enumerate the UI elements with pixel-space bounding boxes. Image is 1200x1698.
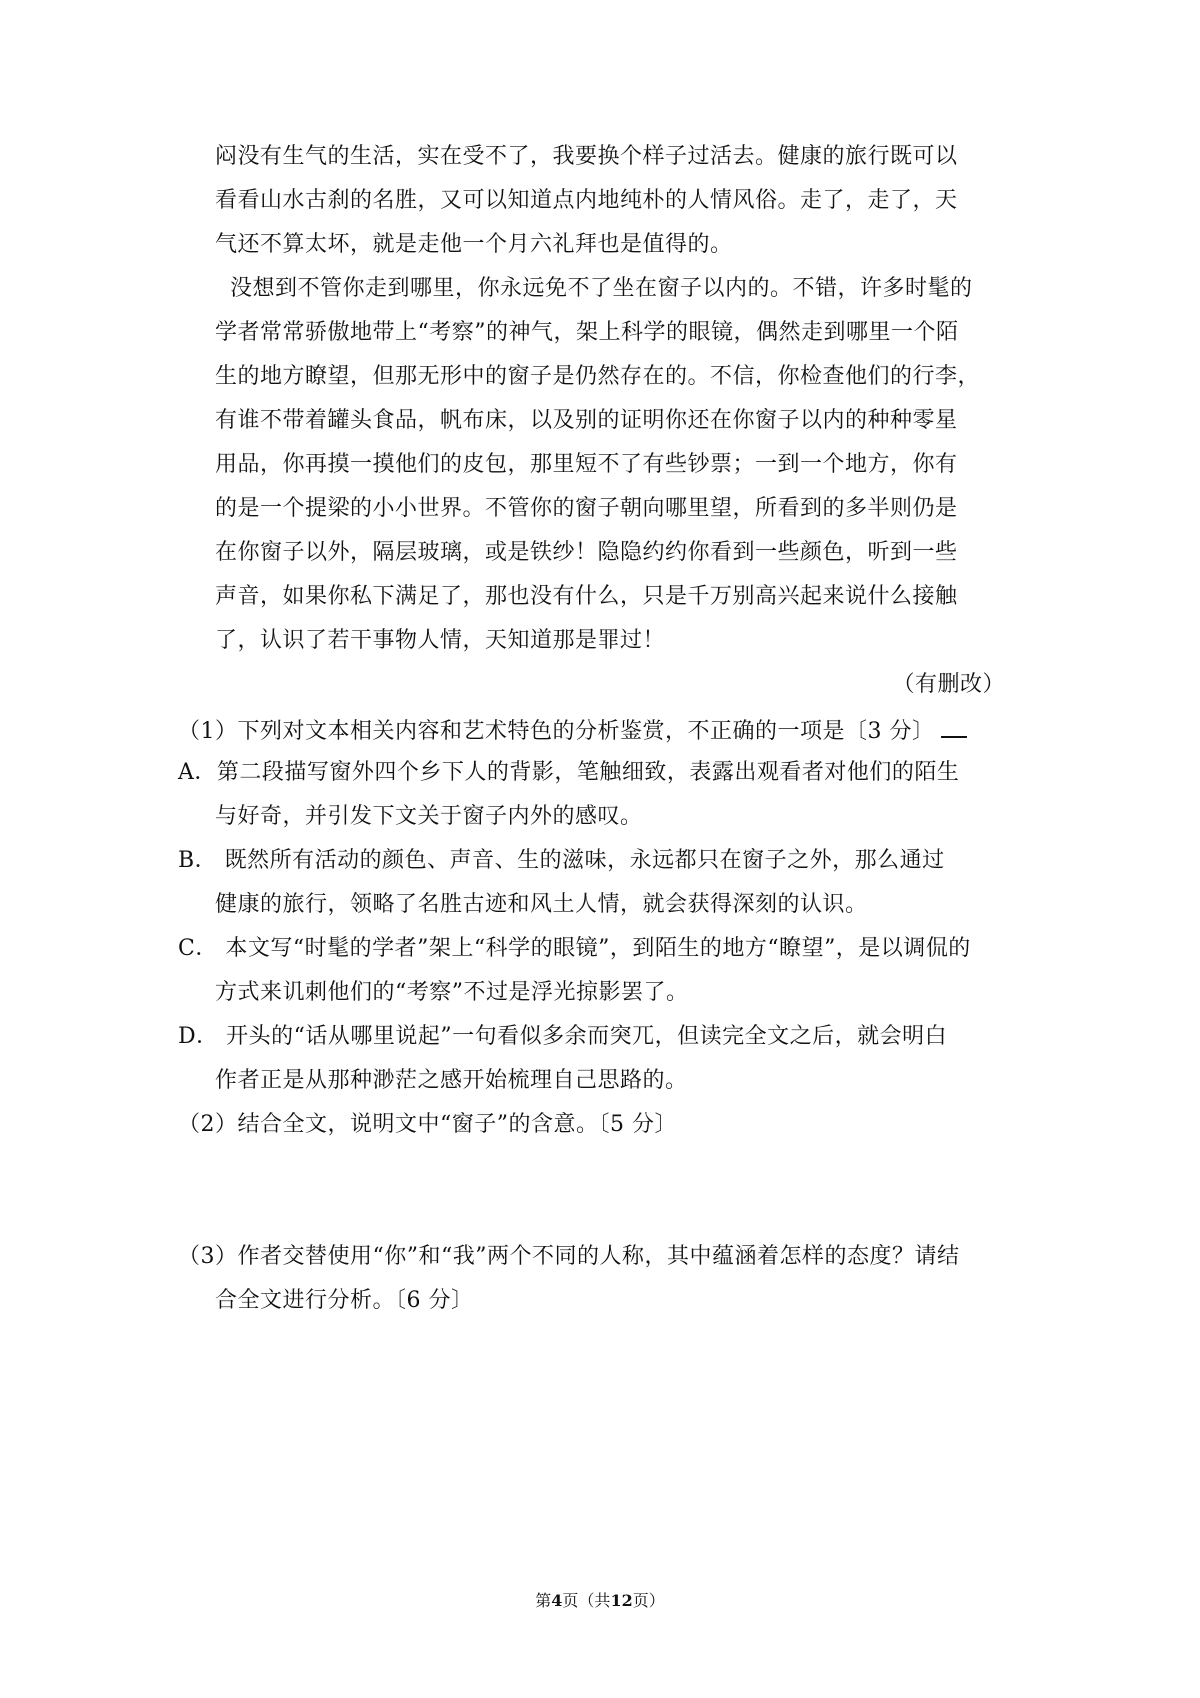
passage-line: 看看山水古刹的名胜，又可以知道点内地纯朴的人情风俗。走了，走了，天 <box>215 188 958 213</box>
option-a-line1: A．第二段描写窗外四个乡下人的背影，笔触细致，表露出观看者对他们的陌生 <box>178 760 960 785</box>
passage-line: 在你窗子以外，隔层玻璃，或是铁纱！隐隐约约你看到一些颜色，听到一些 <box>215 540 958 565</box>
option-b-line2: 健康的旅行，领略了名胜古迹和风土人情，就会获得深刻的认识。 <box>215 892 868 917</box>
passage-line: 闷没有生气的生活，实在受不了，我要换个样子过活去。健康的旅行既可以 <box>215 144 958 169</box>
option-c-line1: C． 本文写“时髦的学者”架上“科学的眼镜”，到陌生的地方“瞭望”，是以调侃的 <box>178 936 971 961</box>
footer-suffix: 页） <box>632 1591 665 1610</box>
passage-line: 有谁不带着罐头食品，帆布床，以及别的证明你还在你窗子以内的种种零星 <box>215 408 958 433</box>
question-2-stem: （2）结合全文，说明文中“窗子”的含意。〔5 分〕 <box>178 1112 677 1137</box>
option-a-line2: 与好奇，并引发下文关于窗子内外的感叹。 <box>215 804 643 829</box>
passage-line: 的是一个提梁的小小世界。不管你的窗子朝向哪里望，所看到的多半则仍是 <box>215 496 958 521</box>
page-footer <box>0 1590 1200 1612</box>
passage-line: 声音，如果你私下满足了，那也没有什么，只是千万别高兴起来说什么接触 <box>215 584 958 609</box>
option-b-line1: B． 既然所有活动的颜色、声音、生的滋味，永远都只在窗子之外，那么通过 <box>178 848 945 873</box>
question-1-stem <box>178 714 967 747</box>
option-c-line2: 方式来讥刺他们的“考察”不过是浮光掠影罢了。 <box>215 980 689 1005</box>
passage-line: 生的地方瞭望，但那无形中的窗子是仍然存在的。不信，你检查他们的行李， <box>215 364 981 389</box>
question-3-line1: （3）作者交替使用“你”和“我”两个不同的人称，其中蕴涵着怎样的态度？请结 <box>178 1244 960 1269</box>
question-1-text: （1）下列对文本相关内容和艺术特色的分析鉴赏，不正确的一项是〔3 分〕 <box>178 719 935 744</box>
footer-prefix: 第 <box>535 1591 552 1610</box>
passage-line: 学者常常骄傲地带上“考察”的神气，架上科学的眼镜，偶然走到哪里一个陌 <box>215 320 959 345</box>
option-d-line1: D． 开头的“话从哪里说起”一句看似多余而突兀，但读完全文之后，就会明白 <box>178 1024 948 1049</box>
question-3-line2: 合全文进行分析。〔6 分〕 <box>215 1288 474 1313</box>
passage-line: 没想到不管你走到哪里，你永远免不了坐在窗子以内的。不错，许多时髦的 <box>230 276 973 301</box>
passage-line: 了，认识了若干事物人情，天知道那是罪过！ <box>215 628 666 653</box>
option-d-line2: 作者正是从那种渺茫之感开始梳理自己思路的。 <box>215 1068 688 1093</box>
total-pages: 12 <box>610 1591 633 1610</box>
source-note: （有删改） <box>892 672 1005 697</box>
footer-middle: 页（共 <box>562 1591 611 1610</box>
answer-blank[interactable] <box>941 714 967 738</box>
passage-line: 用品，你再摸一摸他们的皮包，那里短不了有些钞票；一到一个地方，你有 <box>215 452 958 477</box>
passage-line: 气还不算太坏，就是走他一个月六礼拜也是值得的。 <box>215 232 733 257</box>
page-number: 4 <box>551 1591 563 1610</box>
